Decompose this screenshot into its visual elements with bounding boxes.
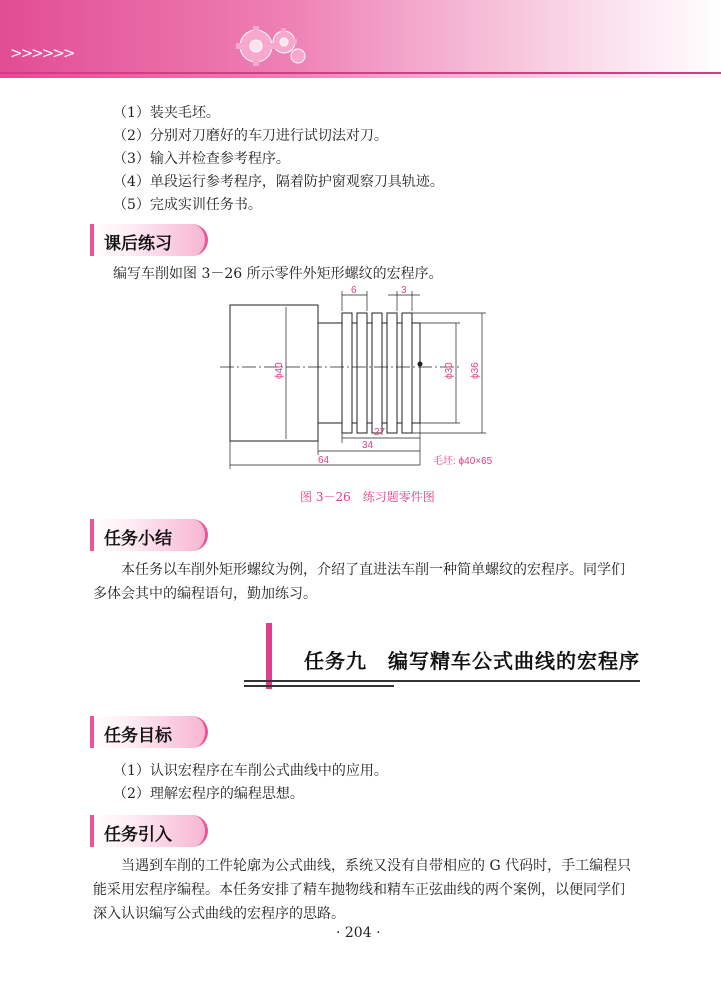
- dim-6: 6: [351, 285, 357, 296]
- task-rule: [244, 680, 640, 682]
- section-summary: [90, 519, 208, 551]
- dim-phi36: ϕ36: [470, 362, 481, 379]
- goal-2: （2）理解宏程序的编程思想。: [113, 786, 304, 802]
- dim-27: 27: [374, 427, 386, 438]
- step-4: （4）单段运行参考程序，隔着防护窗观察刀具轨迹。: [113, 174, 444, 190]
- section-summary-label: 任务小结: [104, 529, 172, 549]
- dim-phi30: ϕ30: [444, 362, 455, 379]
- section-intro: [90, 815, 208, 847]
- dim-phi40: ϕ40: [274, 362, 285, 379]
- step-3: （3）输入并检查参考程序。: [113, 151, 290, 167]
- page-number: · 204 ·: [336, 925, 381, 941]
- figure-caption: 图 3－26 练习题零件图: [300, 490, 435, 504]
- chevron-decoration: >>>>>>: [10, 44, 74, 62]
- intro-text: 当遇到车削的工件轮廓为公式曲线，系统又没有自带相应的 G 代码时，手工编程只能采用宏程序编程。本任务安排了精车抛物线和精车正弦曲线的两个案例，以便同学们深入认识编写公式曲线的宏程序的思路。: [93, 858, 632, 922]
- header-banner: [0, 0, 721, 78]
- part-drawing: [220, 283, 520, 483]
- gears-icon: [226, 20, 316, 70]
- goal-1: （1）认识宏程序在车削公式曲线中的应用。: [113, 763, 388, 779]
- summary-text: 本任务以车削外矩形螺纹为例，介绍了直进法车削一种简单螺纹的宏程序。同学们多体会其中的编程语句，勤加练习。: [93, 562, 625, 602]
- header-rule: [0, 72, 721, 74]
- dim-blank: 毛坯: ϕ40×65: [433, 456, 493, 467]
- step-2: （2）分别对刀磨好的车刀进行试切法对刀。: [113, 128, 388, 144]
- task-title: 任务九 编写精车公式曲线的宏程序: [304, 649, 640, 673]
- homework-text: 编写车削如图 3－26 所示零件外矩形螺纹的宏程序。: [113, 266, 443, 282]
- dim-34: 34: [362, 440, 374, 451]
- section-goals-label: 任务目标: [104, 726, 172, 746]
- step-1: （1）装夹毛坯。: [113, 105, 220, 121]
- section-homework: [90, 224, 208, 256]
- section-goals: [90, 716, 208, 748]
- section-intro-label: 任务引入: [104, 825, 172, 845]
- step-5: （5）完成实训任务书。: [113, 197, 262, 213]
- dim-64: 64: [318, 455, 330, 466]
- section-homework-label: 课后练习: [104, 234, 172, 254]
- dim-3: 3: [401, 285, 407, 296]
- part-body-neck: [318, 323, 342, 423]
- task-heading: [266, 623, 646, 691]
- task-rule-short: [244, 685, 394, 687]
